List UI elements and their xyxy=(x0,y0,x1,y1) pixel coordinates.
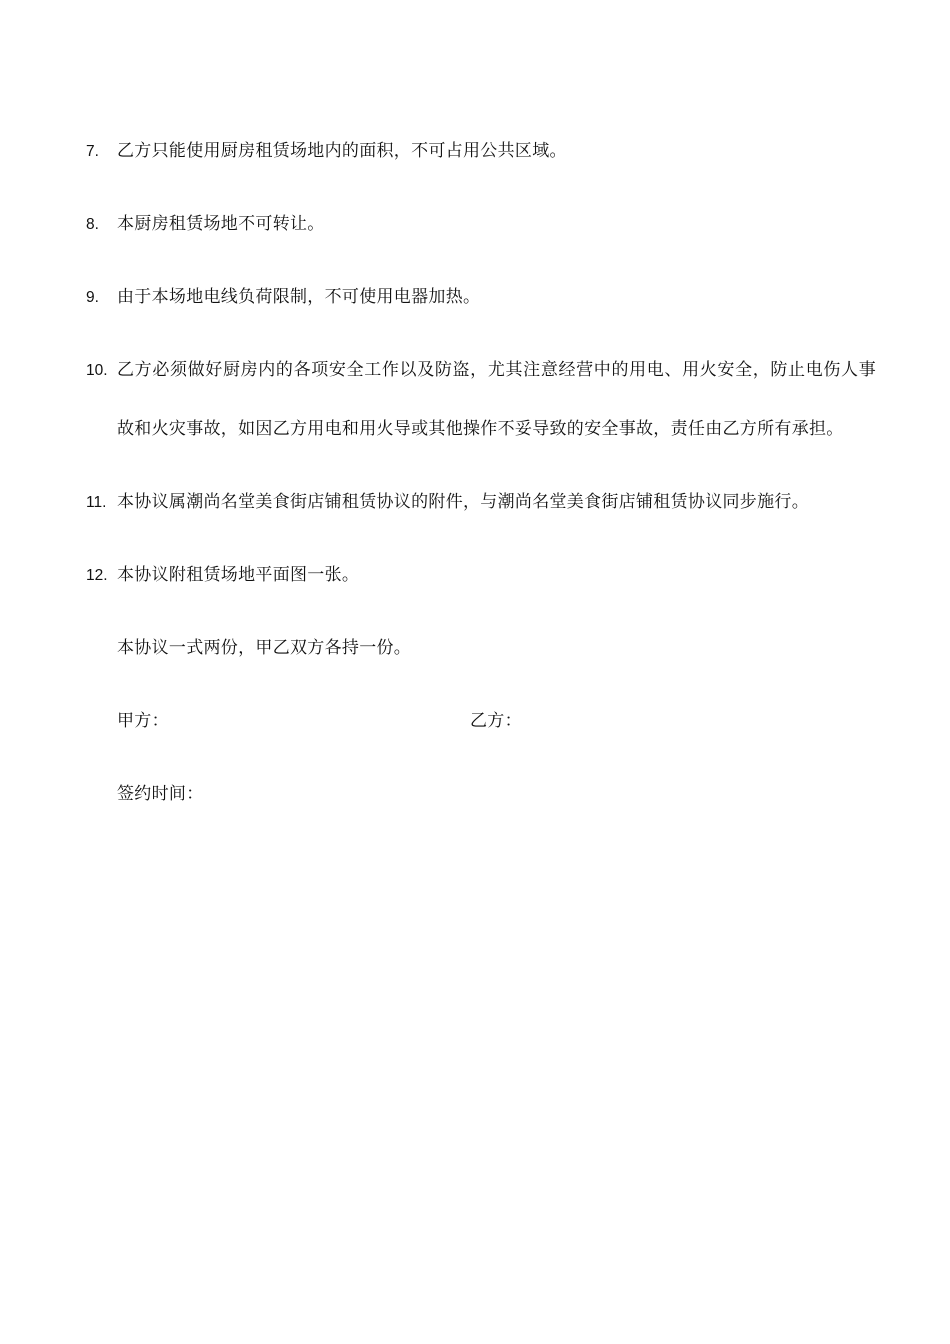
sign-date-label: 签约时间： xyxy=(117,784,204,804)
clause-text: 本厨房租赁场地不可转让。 xyxy=(117,214,325,234)
clause-10 xyxy=(86,341,876,459)
party-a-label: 甲方： xyxy=(117,711,169,731)
agreement-body xyxy=(86,122,876,852)
clause-number: 12. xyxy=(86,567,108,584)
clause-text: 由于本场地电线负荷限制，不可使用电器加热。 xyxy=(117,287,481,307)
copies-note: 本协议一式两份，甲乙双方各持一份。 xyxy=(117,638,412,658)
clause-number: 11. xyxy=(86,494,107,511)
clause-number: 9. xyxy=(86,289,99,306)
clause-text: 乙方必须做好厨房内的各项安全工作以及防盗，尤其注意经营中的用电、用火安全，防止电伤人事故和火灾事故，如因乙方用电和用火导或其他操作不妥导致的安全事故，责任由乙方所有承担。 xyxy=(117,360,876,439)
clause-number: 8. xyxy=(86,216,99,233)
signature-row xyxy=(117,692,876,751)
clause-12 xyxy=(86,546,876,605)
clause-11 xyxy=(86,473,876,532)
clause-7 xyxy=(86,122,876,181)
clause-text: 乙方只能使用厨房租赁场地内的面积，不可占用公共区域。 xyxy=(117,141,567,161)
party-b-label: 乙方： xyxy=(470,711,522,731)
clause-text: 本协议属潮尚名堂美食街店铺租赁协议的附件，与潮尚名堂美食街店铺租赁协议同步施行。 xyxy=(117,492,809,512)
clause-9 xyxy=(86,268,876,327)
clause-text: 本协议附租赁场地平面图一张。 xyxy=(117,565,360,585)
clause-number: 10. xyxy=(86,362,108,379)
clause-number: 7. xyxy=(86,143,99,160)
clause-8 xyxy=(86,195,876,254)
